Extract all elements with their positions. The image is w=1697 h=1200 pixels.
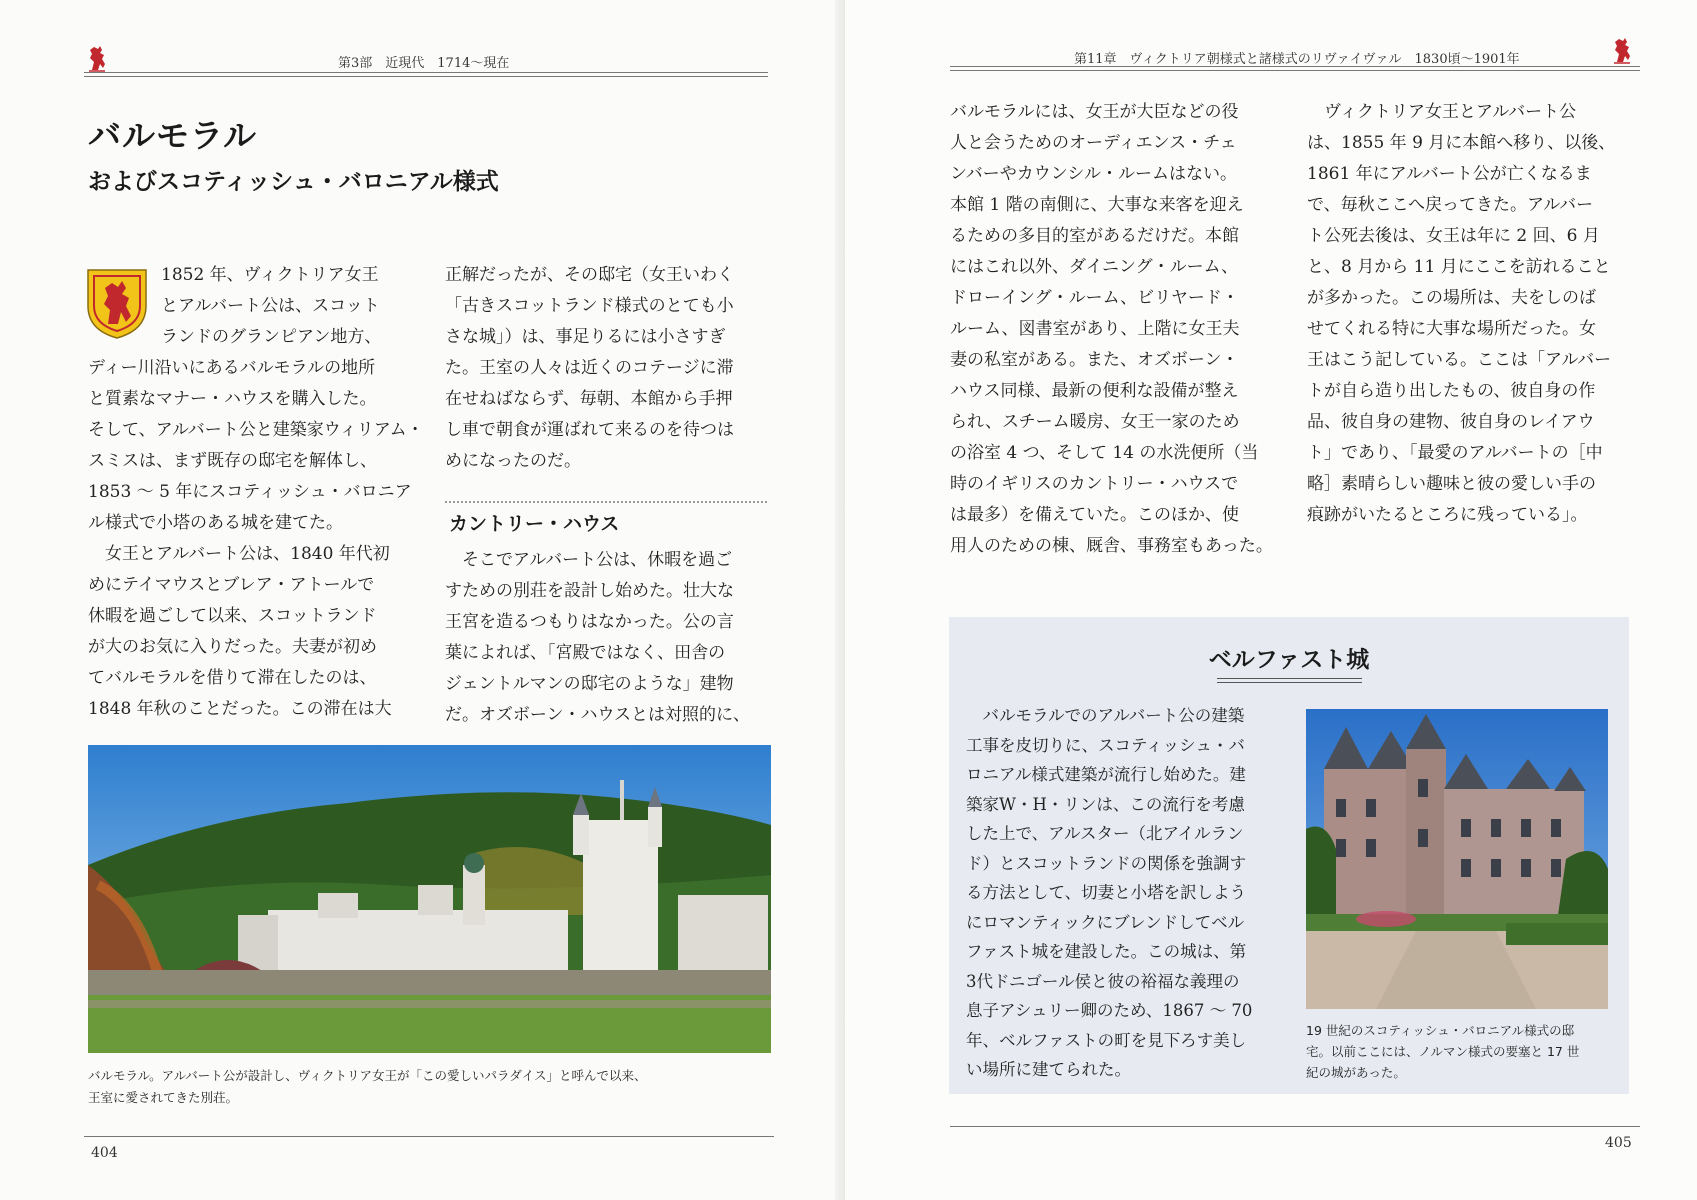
text-line: ルーム、図書室があり、上階に女王夫 bbox=[950, 319, 1240, 339]
text-line: 妻の私室がある。また、オズボーン・ bbox=[950, 350, 1239, 370]
text-line: ディー川沿いにあるバルモラルの地所 bbox=[88, 358, 376, 378]
photo-caption bbox=[88, 1065, 647, 1109]
text-line: と質素なマナー・ハウスを購入した。 bbox=[88, 389, 377, 409]
page-subtitle: およびスコティッシュ・バロニアル様式 bbox=[88, 168, 499, 195]
text-line: ンバーやカウンシル・ルームはない。 bbox=[950, 164, 1237, 184]
text-line: が大のお気に入りだった。夫妻が初め bbox=[88, 637, 377, 657]
section-heading: カントリー・ハウス bbox=[449, 513, 620, 535]
left-page bbox=[0, 0, 845, 1200]
text-line: てバルモラルを借りて滞在したのは、 bbox=[88, 668, 377, 688]
header-rule bbox=[84, 72, 768, 77]
text-line: とアルバート公は、スコット bbox=[161, 296, 380, 316]
text-line: 3代ドニゴール侯と彼の裕福な義理の bbox=[966, 971, 1240, 991]
text-line: 用人のための棟、厩舎、事務室もあった。 bbox=[950, 536, 1273, 556]
text-line: スミスは、まず既存の邸宅を解体し、 bbox=[88, 451, 377, 471]
header-rule bbox=[950, 66, 1640, 71]
col2-bottom bbox=[445, 545, 750, 731]
text-line: られ、スチーム暖房、女王一家のため bbox=[950, 412, 1240, 432]
text-line: 1852 年、ヴィクトリア女王 bbox=[161, 265, 379, 285]
text-line: トが自ら造り出したもの、彼自身の作 bbox=[1307, 381, 1596, 401]
text-line: にロマンティックにブレンドしてベル bbox=[966, 912, 1245, 932]
text-line: 時のイギリスのカントリー・ハウスで bbox=[950, 474, 1239, 494]
page-number: 404 bbox=[91, 1145, 118, 1161]
text-line: 品、彼自身の建物、彼自身のレイアウ bbox=[1307, 412, 1595, 432]
text-line: 王宮を造るつもりはなかった。公の言 bbox=[445, 612, 734, 632]
text-line: ド）とスコットランドの関係を強調す bbox=[966, 853, 1247, 873]
royal-arms-shield-icon bbox=[86, 268, 148, 340]
text-line: 1848 年秋のことだった。この滞在は大 bbox=[88, 699, 392, 719]
footer-rule bbox=[950, 1126, 1640, 1127]
col1-body bbox=[88, 353, 424, 725]
text-line: 痕跡がいたるところに残っている」。 bbox=[1307, 505, 1588, 525]
text-line: 人と会うためのオーディエンス・チェ bbox=[950, 133, 1237, 153]
belfast-castle-sidebar bbox=[949, 617, 1629, 1094]
sidebar-title: ベルファスト城 bbox=[1208, 646, 1370, 673]
text-line: した上で、アルスター（北アイルラン bbox=[966, 824, 1244, 843]
text-line: 工事を皮切りに、スコティッシュ・バ bbox=[966, 735, 1245, 755]
footer-rule bbox=[84, 1136, 774, 1137]
text-line: は、1855 年 9 月に本館へ移り、以後、 bbox=[1307, 133, 1616, 153]
sidebar-title-rule bbox=[1217, 678, 1362, 683]
text-line: 休暇を過ごして以来、スコットランド bbox=[88, 606, 377, 626]
balmoral-photo bbox=[88, 745, 771, 1053]
col2-body bbox=[1307, 97, 1615, 531]
lion-rampant-icon bbox=[1611, 36, 1633, 64]
text-line: で、毎秋ここへ戻ってきた。アルバー bbox=[1307, 195, 1594, 215]
text-line: る方法として、切妻と小塔を訳しよう bbox=[966, 883, 1247, 902]
text-line: と、8 月から 11 月にここを訪れること bbox=[1307, 257, 1611, 277]
text-line: し車で朝食が運ばれて来るのを待つは bbox=[445, 420, 734, 440]
col1-intro bbox=[161, 260, 381, 353]
caption-line: 紀の城があった。 bbox=[1306, 1065, 1406, 1080]
text-line: の浴室 4 つ、そして 14 の水洗便所（当 bbox=[950, 443, 1259, 463]
text-line: せてくれる特に大事な場所だった。女 bbox=[1307, 319, 1596, 339]
caption-line: 19 世紀のスコティッシュ・バロニアル様式の邸 bbox=[1306, 1023, 1575, 1038]
col2-top bbox=[445, 260, 734, 477]
text-line: そこでアルバート公は、休暇を過ご bbox=[445, 550, 733, 570]
text-line: 年、ベルファストの町を見下ろす美し bbox=[966, 1030, 1247, 1050]
text-line: 築家W・H・リンは、この流行を考慮 bbox=[966, 794, 1245, 814]
text-line: バルモラルには、女王が大臣などの役 bbox=[950, 102, 1239, 122]
sidebar-text bbox=[966, 701, 1252, 1085]
text-line: 本館 1 階の南側に、大事な来客を迎え bbox=[950, 195, 1244, 215]
text-line: ファスト城を建設した。この城は、第 bbox=[966, 942, 1247, 961]
running-header: 第3部 近現代 1714～現在 bbox=[338, 56, 510, 71]
lion-rampant-icon bbox=[86, 44, 108, 72]
text-line: 息子アシュリー卿のため、1867 ～ 70 bbox=[966, 1001, 1253, 1020]
section-divider bbox=[445, 501, 767, 503]
text-line: だ。オズボーン・ハウスとは対照的に、 bbox=[445, 705, 750, 725]
text-line: 葉によれば、「宮殿ではなく、田舎の bbox=[445, 643, 726, 663]
page-number: 405 bbox=[1605, 1135, 1632, 1151]
caption-line: 王室に愛されてきた別荘。 bbox=[88, 1090, 239, 1105]
text-line: 正解だったが、その邸宅（女王いわく bbox=[445, 265, 734, 285]
text-line: ト公死去後は、女王は年に 2 回、6 月 bbox=[1307, 226, 1600, 246]
sidebar-photo-caption bbox=[1306, 1020, 1579, 1083]
text-line: すための別荘を設計し始めた。壮大な bbox=[445, 581, 734, 601]
col1-body bbox=[950, 97, 1273, 562]
text-line: ランドのグランピアン地方、 bbox=[161, 327, 382, 347]
running-header: 第11章 ヴィクトリア朝様式と諸様式のリヴァイヴァル 1830頃～1901年 bbox=[1074, 52, 1520, 67]
text-line: にはこれ以外、ダイニング・ルーム、 bbox=[950, 257, 1239, 277]
text-line: 1853 ～ 5 年にスコティッシュ・バロニア bbox=[88, 482, 412, 502]
caption-line: 宅。以前ここには、ノルマン様式の要塞と 17 世 bbox=[1306, 1044, 1580, 1059]
text-line: 王はこう記している。ここは「アルバー bbox=[1307, 350, 1612, 370]
text-line: ル様式で小塔のある城を建てた。 bbox=[88, 513, 343, 533]
text-line: めにテイマウスとブレア・アトールで bbox=[88, 575, 375, 595]
text-line: そして、アルバート公と建築家ウィリアム・ bbox=[88, 420, 424, 440]
page-title: バルモラル bbox=[88, 116, 258, 155]
text-line: ロニアル様式建築が流行し始めた。建 bbox=[966, 765, 1246, 784]
text-line: た。王室の人々は近くのコテージに滞 bbox=[445, 358, 734, 378]
text-line: 「古きスコットランド様式のとても小 bbox=[445, 296, 734, 316]
text-line: は最多）を備えていた。このほか、使 bbox=[950, 505, 1239, 525]
text-line: ト」であり、「最愛のアルバートの［中 bbox=[1307, 443, 1603, 463]
text-line: めになったのだ。 bbox=[445, 451, 581, 471]
text-line: 女王とアルバート公は、1840 年代初 bbox=[88, 544, 390, 564]
belfast-castle-photo bbox=[1306, 709, 1608, 1009]
text-line: が多かった。この場所は、夫をしのば bbox=[1307, 288, 1596, 308]
text-line: さな城」）は、事足りるには小さすぎ bbox=[445, 327, 726, 347]
text-line: い場所に建てられた。 bbox=[966, 1060, 1131, 1079]
text-line: 在せねばならず、毎朝、本館から手押 bbox=[445, 389, 733, 409]
text-line: ヴィクトリア女王とアルバート公 bbox=[1307, 102, 1577, 122]
caption-line: バルモラル。アルバート公が設計し、ヴィクトリア女王が「この愛しいパラダイス」と呼んで以来、 bbox=[88, 1068, 647, 1083]
text-line: ハウス同様、最新の便利な設備が整え bbox=[950, 381, 1239, 401]
text-line: ジェントルマンの邸宅のような」建物 bbox=[445, 674, 734, 694]
text-line: 略］素晴らしい趣味と彼の愛しい手の bbox=[1307, 474, 1596, 494]
text-line: 1861 年にアルバート公が亡くなるま bbox=[1307, 164, 1592, 184]
text-line: ドローイング・ルーム、ビリヤード・ bbox=[950, 288, 1239, 308]
text-line: るための多目的室があるだけだ。本館 bbox=[950, 226, 1239, 246]
text-line: バルモラルでのアルバート公の建築 bbox=[966, 706, 1245, 725]
